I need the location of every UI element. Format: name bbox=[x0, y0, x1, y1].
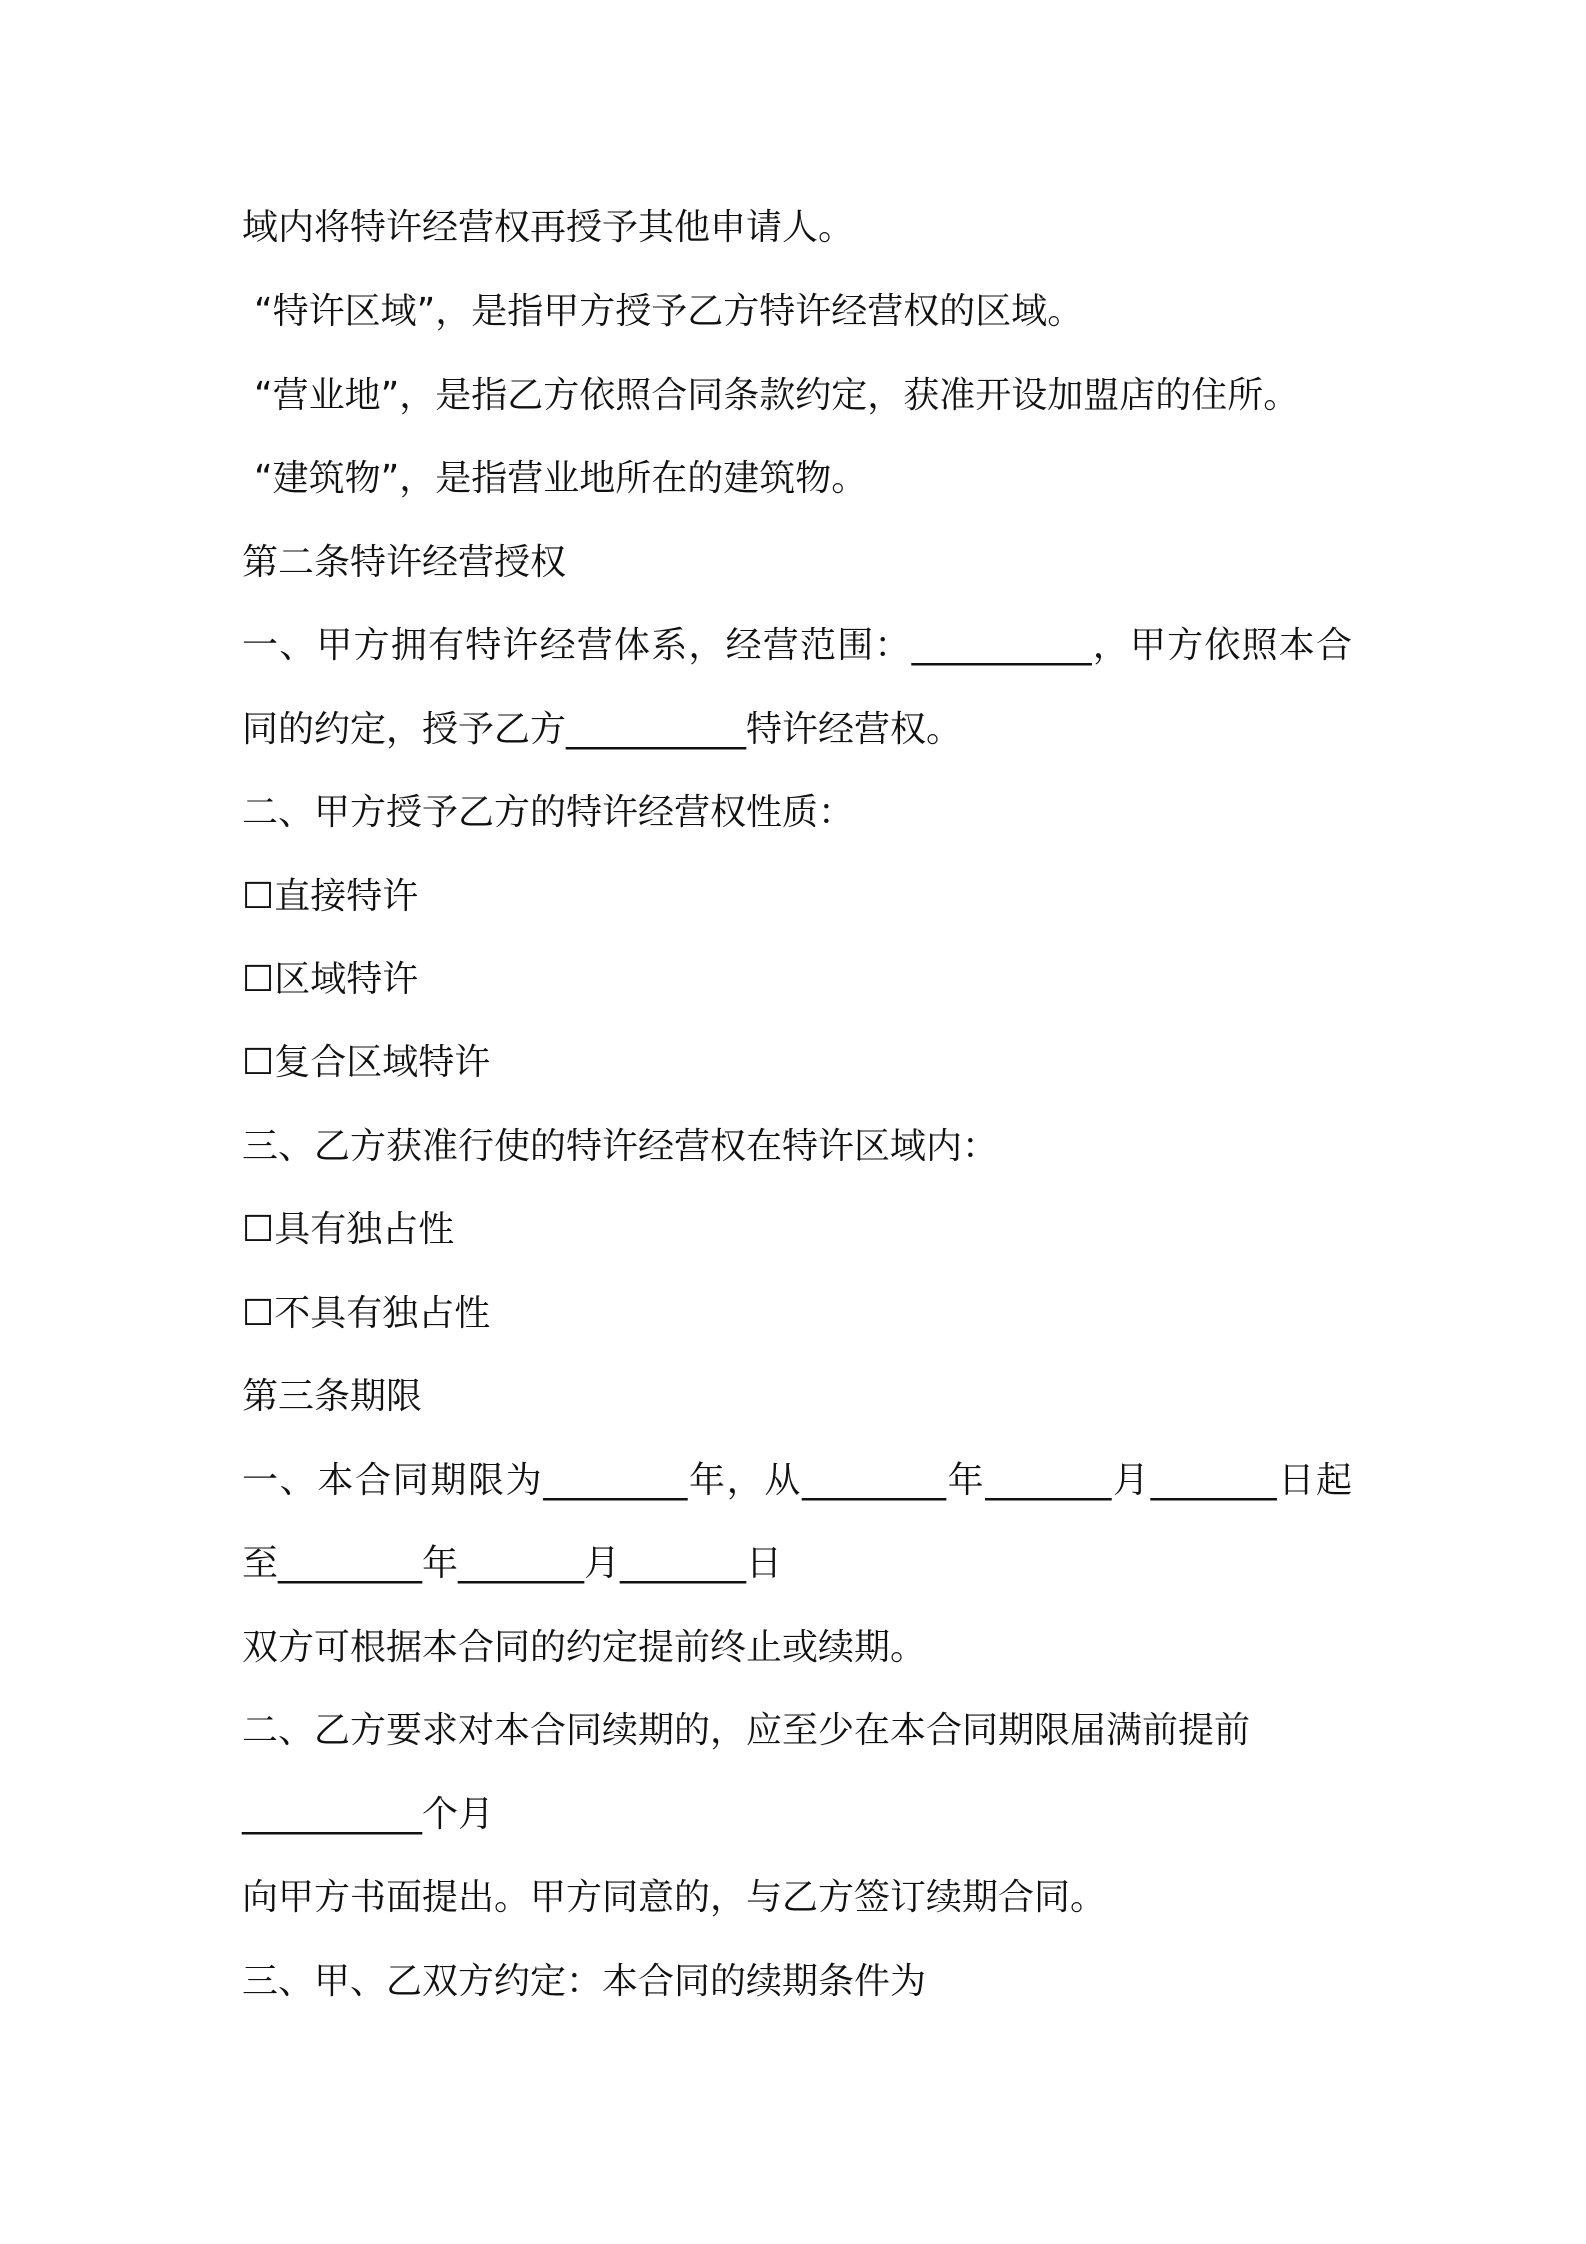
paragraph-line: 三、甲、乙双方约定：本合同的续期条件为 bbox=[242, 1961, 927, 2002]
paragraph-line: 二、甲方授予乙方的特许经营权性质： bbox=[242, 792, 855, 833]
paragraph-line: 一、本合同期限为________年，从________年_______月_______日起 bbox=[242, 1460, 1352, 1501]
paragraph-line: 双方可根据本合同的约定提前终止或续期。 bbox=[242, 1627, 927, 1668]
paragraph-line: __________个月 bbox=[242, 1794, 495, 1835]
paragraph-line: 向甲方书面提出。甲方同意的，与乙方签订续期合同。 bbox=[242, 1877, 1107, 1918]
paragraph-line: 二、乙方要求对本合同续期的，应至少在本合同期限届满前提前 bbox=[242, 1710, 1251, 1751]
paragraph-line: 同的约定，授予乙方__________特许经营权。 bbox=[242, 709, 963, 750]
section-heading: 第二条特许经营授权 bbox=[242, 542, 567, 583]
checkbox-option: ☐不具有独占性 bbox=[242, 1293, 491, 1334]
paragraph-line: 一、甲方拥有特许经营体系，经营范围：__________，甲方依照本合 bbox=[242, 625, 1352, 666]
paragraph-line: 三、乙方获准行使的特许经营权在特许区域内： bbox=[242, 1126, 999, 1167]
paragraph-line: 域内将特许经营权再授予其他申请人。 bbox=[242, 207, 855, 248]
paragraph-line: “建筑物”，是指营业地所在的建筑物。 bbox=[254, 458, 868, 499]
paragraph-line: 至________年_______月_______日 bbox=[242, 1543, 782, 1584]
checkbox-option: ☐具有独占性 bbox=[242, 1209, 455, 1250]
checkbox-option: ☐区域特许 bbox=[242, 959, 419, 1000]
paragraph-line: “营业地”，是指乙方依照合同条款约定，获准开设加盟店的住所。 bbox=[254, 375, 1300, 416]
checkbox-option: ☐复合区域特许 bbox=[242, 1042, 491, 1083]
section-heading: 第三条期限 bbox=[242, 1376, 423, 1417]
paragraph-line: “特许区域”，是指甲方授予乙方特许经营权的区域。 bbox=[254, 291, 1084, 332]
checkbox-option: ☐直接特许 bbox=[242, 876, 419, 917]
